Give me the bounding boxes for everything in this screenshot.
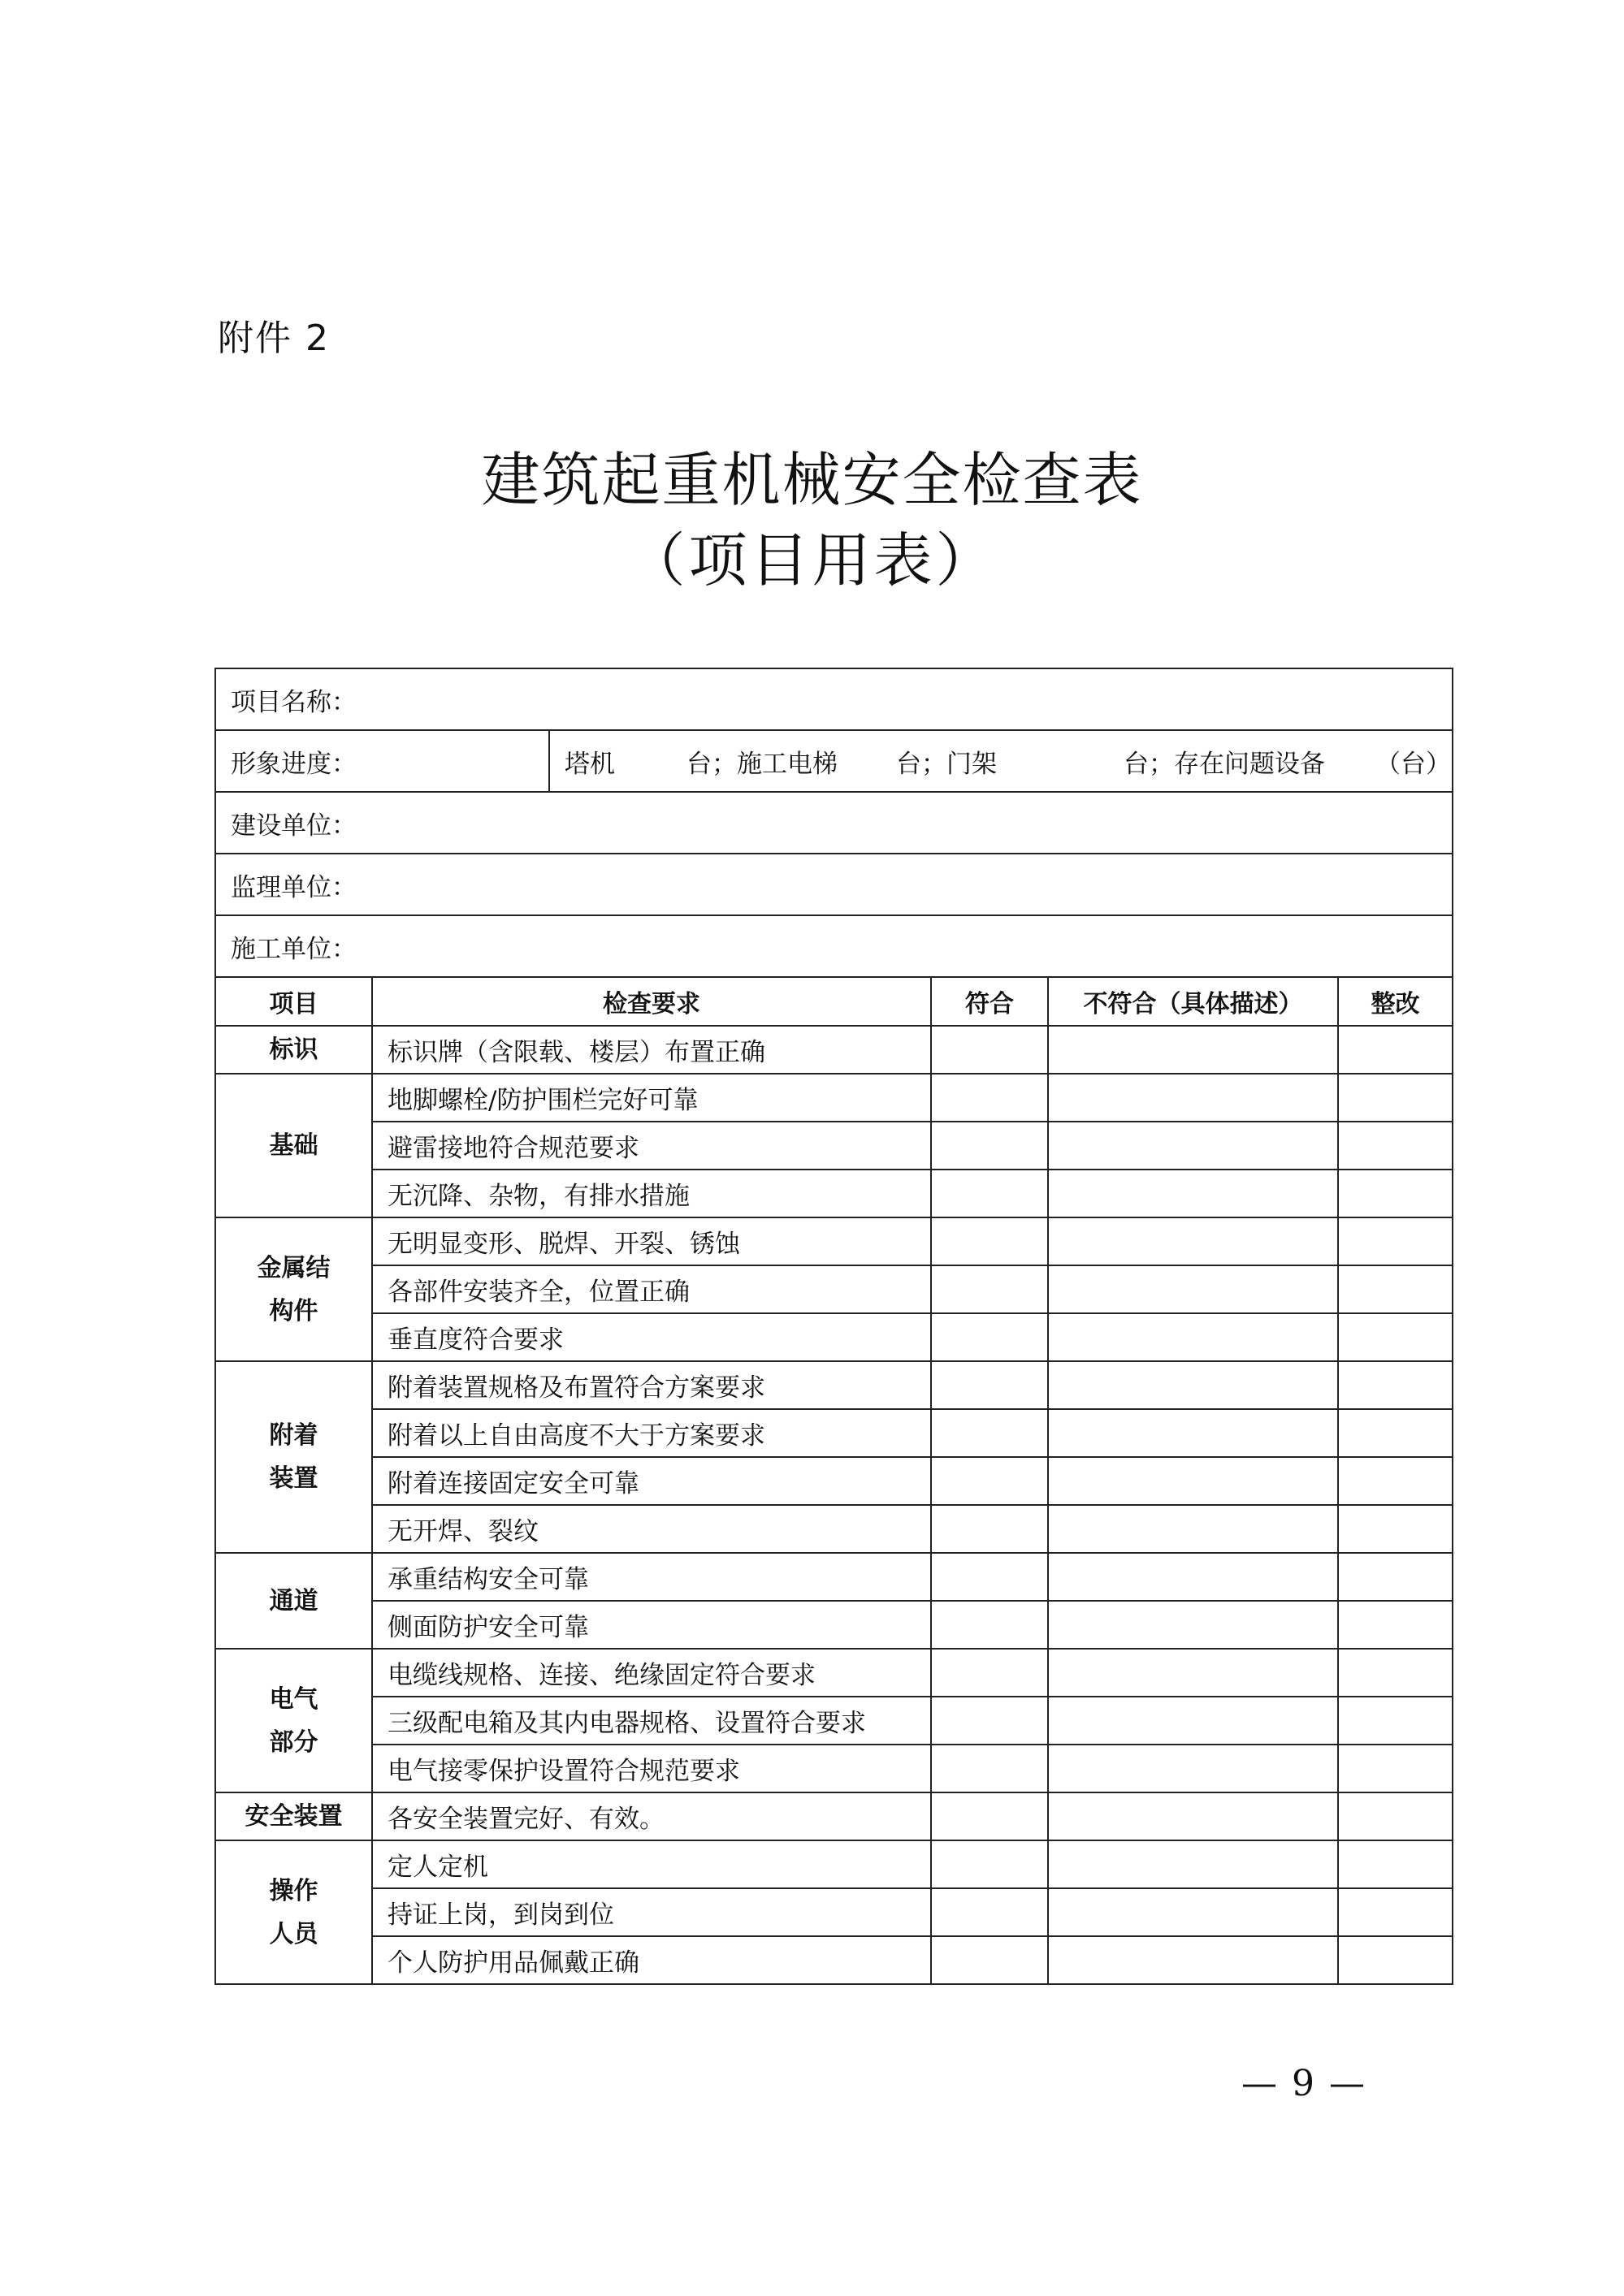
requirement-cell: 定人定机 [372, 1840, 931, 1888]
conform-cell[interactable] [931, 1936, 1048, 1984]
table-row [215, 1553, 1453, 1601]
table-row [215, 1792, 1453, 1840]
table-row [215, 1697, 1453, 1745]
table-row [215, 1026, 1453, 1074]
builder-unit-label: 施工单位： [231, 934, 357, 964]
progress-label: 形象进度： [231, 749, 357, 779]
requirement-cell: 电气接零保护设置符合规范要求 [372, 1745, 931, 1792]
requirement-cell: 三级配电箱及其内电器规格、设置符合要求 [372, 1697, 931, 1745]
rectify-cell[interactable] [1338, 1361, 1453, 1409]
conform-cell[interactable] [931, 1601, 1048, 1649]
rectify-cell[interactable] [1338, 1457, 1453, 1505]
rectify-cell[interactable] [1338, 1505, 1453, 1553]
rectify-cell[interactable] [1338, 1409, 1453, 1457]
requirement-cell: 附着连接固定安全可靠 [372, 1457, 931, 1505]
conform-cell[interactable] [931, 1074, 1048, 1122]
nonconform-cell[interactable] [1048, 1505, 1338, 1553]
header-conform: 符合 [931, 977, 1048, 1026]
page-title: 建筑起重机械安全检查表 [481, 446, 1143, 514]
section-label [215, 1026, 372, 1074]
progress-unit-2: 台；门架 [896, 749, 997, 779]
nonconform-cell[interactable] [1048, 1792, 1338, 1840]
inspection-table [214, 668, 1453, 1985]
requirement-cell: 垂直度符合要求 [372, 1313, 931, 1361]
requirement-cell: 承重结构安全可靠 [372, 1553, 931, 1601]
table-row [215, 1361, 1453, 1409]
requirement-cell: 标识牌（含限载、楼层）布置正确 [372, 1026, 931, 1074]
rectify-cell[interactable] [1338, 1553, 1453, 1601]
requirement-cell: 持证上岗，到岗到位 [372, 1888, 931, 1936]
table-row [215, 1505, 1453, 1553]
conform-cell[interactable] [931, 1265, 1048, 1313]
conform-cell[interactable] [931, 1122, 1048, 1170]
conform-cell[interactable] [931, 1217, 1048, 1265]
section-label-line: 金属结 [257, 1253, 331, 1282]
rectify-cell[interactable] [1338, 1888, 1453, 1936]
table-row [215, 1457, 1453, 1505]
table-row [215, 1936, 1453, 1984]
page-number: — 9 — [1241, 2063, 1366, 2104]
rectify-cell[interactable] [1338, 1745, 1453, 1792]
table-row [215, 1170, 1453, 1217]
section-label-line: 电气 [269, 1684, 318, 1714]
nonconform-cell[interactable] [1048, 1313, 1338, 1361]
header-requirement: 检查要求 [372, 977, 931, 1026]
requirement-cell: 无明显变形、脱焊、开裂、锈蚀 [372, 1217, 931, 1265]
table-row [215, 1265, 1453, 1313]
section-label-line: 基础 [269, 1131, 318, 1160]
section-label-line: 人员 [269, 1919, 318, 1948]
supervision-unit-label: 监理单位： [231, 872, 357, 902]
project-name-label: 项目名称： [231, 687, 357, 717]
nonconform-cell[interactable] [1048, 1265, 1338, 1313]
requirement-cell: 各安全装置完好、有效。 [372, 1792, 931, 1840]
table-row [215, 1074, 1453, 1122]
nonconform-cell[interactable] [1048, 1361, 1338, 1409]
rectify-cell[interactable] [1338, 1074, 1453, 1122]
requirement-cell: 无开焊、裂纹 [372, 1505, 931, 1553]
header-nonconform: 不符合（具体描述） [1048, 977, 1338, 1026]
conform-cell[interactable] [931, 1026, 1048, 1074]
section-label [215, 1792, 372, 1840]
conform-cell[interactable] [931, 1457, 1048, 1505]
progress-unit-3: 台；存在问题设备 [1124, 749, 1325, 779]
section-label [215, 1217, 372, 1361]
section-label-line: 构件 [269, 1296, 318, 1325]
section-label-line: 装置 [269, 1464, 318, 1493]
rectify-cell[interactable] [1338, 1026, 1453, 1074]
page-subtitle: （项目用表） [626, 526, 998, 595]
conform-cell[interactable] [931, 1745, 1048, 1792]
nonconform-cell[interactable] [1048, 1122, 1338, 1170]
section-label-line: 操作 [269, 1876, 318, 1905]
construction-unit-field[interactable] [215, 792, 1453, 854]
conform-cell[interactable] [931, 1361, 1048, 1409]
table-row [215, 1122, 1453, 1170]
rectify-cell[interactable] [1338, 1122, 1453, 1170]
conform-cell[interactable] [931, 1649, 1048, 1697]
conform-cell[interactable] [931, 1409, 1048, 1457]
table-row [215, 1601, 1453, 1649]
rectify-cell[interactable] [1338, 1792, 1453, 1840]
progress-unit-1: 台；施工电梯 [686, 749, 838, 779]
requirement-cell: 地脚螺栓/防护围栏完好可靠 [372, 1074, 931, 1122]
requirement-cell: 无沉降、杂物，有排水措施 [372, 1170, 931, 1217]
conform-cell[interactable] [931, 1840, 1048, 1888]
section-label [215, 1361, 372, 1553]
progress-tower-label: 塔机 [565, 749, 615, 779]
requirement-cell: 附着装置规格及布置符合方案要求 [372, 1361, 931, 1409]
section-label-line: 附着 [269, 1421, 318, 1450]
nonconform-cell[interactable] [1048, 1840, 1338, 1888]
header-rectify: 整改 [1338, 977, 1453, 1026]
requirement-cell: 个人防护用品佩戴正确 [372, 1936, 931, 1984]
requirement-cell: 附着以上自由高度不大于方案要求 [372, 1409, 931, 1457]
builder-unit-field[interactable] [215, 915, 1453, 977]
section-label-line: 部分 [269, 1727, 318, 1757]
attachment-label: 附件 2 [218, 318, 330, 359]
requirement-cell: 电缆线规格、连接、绝缘固定符合要求 [372, 1649, 931, 1697]
nonconform-cell[interactable] [1048, 1601, 1338, 1649]
nonconform-cell[interactable] [1048, 1170, 1338, 1217]
table-row [215, 1888, 1453, 1936]
table-row [215, 1840, 1453, 1888]
requirement-cell: 各部件安装齐全，位置正确 [372, 1265, 931, 1313]
requirement-cell: 避雷接地符合规范要求 [372, 1122, 931, 1170]
project-name-field[interactable] [215, 668, 1453, 730]
section-label-line: 标识 [269, 1036, 318, 1064]
nonconform-cell[interactable] [1048, 1936, 1338, 1984]
conform-cell[interactable] [931, 1505, 1048, 1553]
section-label [215, 1074, 372, 1217]
nonconform-cell[interactable] [1048, 1697, 1338, 1745]
construction-unit-label: 建设单位： [231, 811, 357, 841]
conform-cell[interactable] [931, 1888, 1048, 1936]
rectify-cell[interactable] [1338, 1601, 1453, 1649]
requirement-cell: 侧面防护安全可靠 [372, 1601, 931, 1649]
progress-unit-4: （台） [1375, 749, 1451, 779]
conform-cell[interactable] [931, 1553, 1048, 1601]
section-label-line: 安全装置 [245, 1802, 343, 1831]
rectify-cell[interactable] [1338, 1649, 1453, 1697]
rectify-cell[interactable] [1338, 1936, 1453, 1984]
nonconform-cell[interactable] [1048, 1074, 1338, 1122]
header-item: 项目 [215, 977, 372, 1026]
rectify-cell[interactable] [1338, 1170, 1453, 1217]
nonconform-cell[interactable] [1048, 1409, 1338, 1457]
conform-cell[interactable] [931, 1313, 1048, 1361]
section-label-line: 通道 [269, 1586, 318, 1615]
rectify-cell[interactable] [1338, 1265, 1453, 1313]
progress-label-cell [215, 730, 549, 792]
nonconform-cell[interactable] [1048, 1553, 1338, 1601]
progress-field[interactable] [549, 730, 1453, 792]
section-label [215, 1840, 372, 1984]
nonconform-cell[interactable] [1048, 1217, 1338, 1265]
conform-cell[interactable] [931, 1697, 1048, 1745]
rectify-cell[interactable] [1338, 1217, 1453, 1265]
table-row [215, 1649, 1453, 1697]
table-row [215, 1313, 1453, 1361]
table-row [215, 1745, 1453, 1792]
table-row [215, 1217, 1453, 1265]
conform-cell[interactable] [931, 1170, 1048, 1217]
nonconform-cell[interactable] [1048, 1457, 1338, 1505]
nonconform-cell[interactable] [1048, 1026, 1338, 1074]
conform-cell[interactable] [931, 1792, 1048, 1840]
nonconform-cell[interactable] [1048, 1649, 1338, 1697]
rectify-cell[interactable] [1338, 1313, 1453, 1361]
rectify-cell[interactable] [1338, 1840, 1453, 1888]
supervision-unit-field[interactable] [215, 854, 1453, 915]
table-row [215, 1409, 1453, 1457]
nonconform-cell[interactable] [1048, 1888, 1338, 1936]
section-label [215, 1553, 372, 1649]
section-label [215, 1649, 372, 1792]
nonconform-cell[interactable] [1048, 1745, 1338, 1792]
rectify-cell[interactable] [1338, 1697, 1453, 1745]
